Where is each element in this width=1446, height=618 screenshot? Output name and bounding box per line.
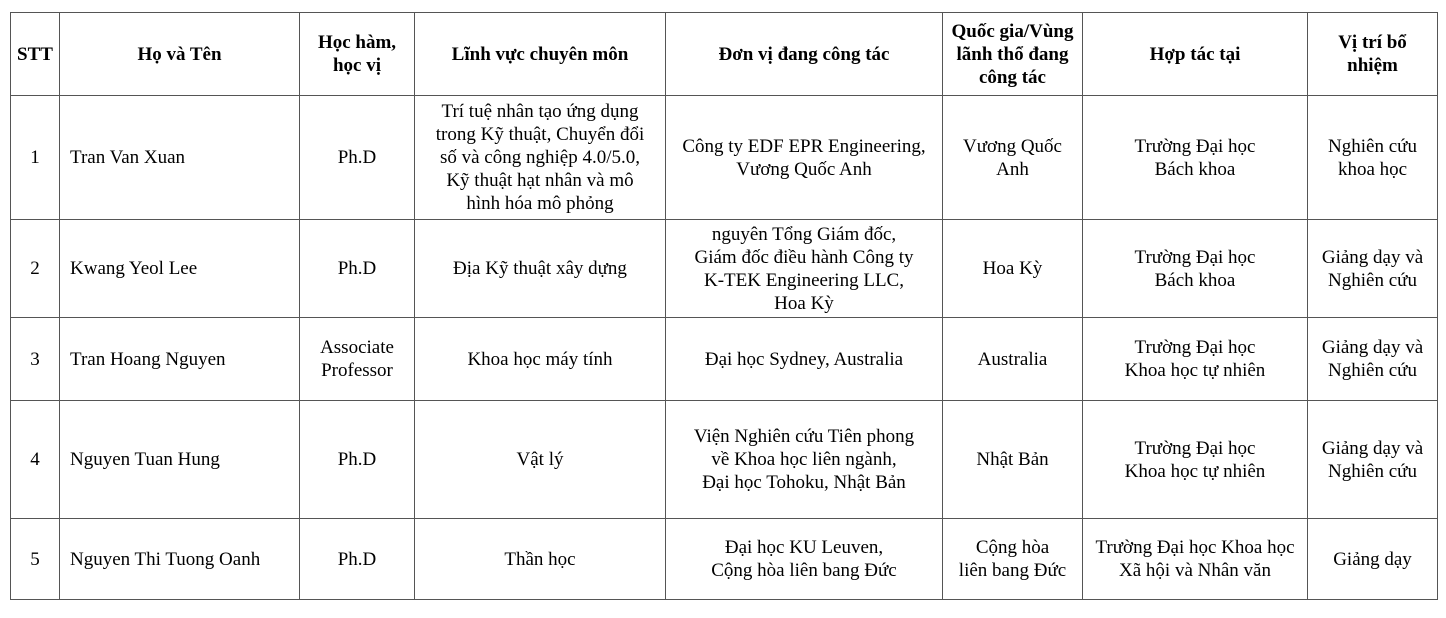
header-cooperation: Hợp tác tại [1083, 13, 1308, 96]
cell-name: Tran Hoang Nguyen [60, 318, 300, 401]
cell-degree: Ph.D [300, 519, 415, 600]
cell-cooperation: Trường Đại học Bách khoa [1083, 96, 1308, 220]
cell-unit: Đại học Sydney, Australia [666, 318, 943, 401]
cell-unit: Công ty EDF EPR Engineering, Vương Quốc Anh [666, 96, 943, 220]
cell-field: Vật lý [415, 401, 666, 519]
cell-field: Khoa học máy tính [415, 318, 666, 401]
header-name: Họ và Tên [60, 13, 300, 96]
cell-cooperation: Trường Đại học Khoa học Xã hội và Nhân văn [1083, 519, 1308, 600]
cell-field: Thần học [415, 519, 666, 600]
cell-country: Cộng hòa liên bang Đức [943, 519, 1083, 600]
cell-name: Nguyen Tuan Hung [60, 401, 300, 519]
header-degree: Học hàm, học vị [300, 13, 415, 96]
cell-degree: Associate Professor [300, 318, 415, 401]
cell-position: Giảng dạy [1308, 519, 1438, 600]
cell-country: Australia [943, 318, 1083, 401]
cell-field: Trí tuệ nhân tạo ứng dụng trong Kỹ thuật, Chuyển đổi số và công nghiệp 4.0/5.0, Kỹ thuật hạt nhân và mô hình hóa mô phỏng [415, 96, 666, 220]
cell-name: Nguyen Thi Tuong Oanh [60, 519, 300, 600]
cell-degree: Ph.D [300, 401, 415, 519]
cell-stt: 5 [11, 519, 60, 600]
table-row [11, 220, 1438, 318]
header-position: Vị trí bổ nhiệm [1308, 13, 1438, 96]
cell-degree: Ph.D [300, 96, 415, 220]
header-stt: STT [11, 13, 60, 96]
table-row [11, 519, 1438, 600]
cell-country: Hoa Kỳ [943, 220, 1083, 318]
cell-unit: nguyên Tổng Giám đốc, Giám đốc điều hành Công ty K-TEK Engineering LLC, Hoa Kỳ [666, 220, 943, 318]
cell-name: Kwang Yeol Lee [60, 220, 300, 318]
cell-unit: Đại học KU Leuven, Cộng hòa liên bang Đức [666, 519, 943, 600]
experts-table [10, 12, 1438, 600]
table-row [11, 401, 1438, 519]
header-row [11, 13, 1438, 96]
header-unit: Đơn vị đang công tác [666, 13, 943, 96]
cell-stt: 2 [11, 220, 60, 318]
cell-country: Nhật Bản [943, 401, 1083, 519]
cell-unit: Viện Nghiên cứu Tiên phong về Khoa học liên ngành, Đại học Tohoku, Nhật Bản [666, 401, 943, 519]
cell-country: Vương Quốc Anh [943, 96, 1083, 220]
cell-stt: 3 [11, 318, 60, 401]
cell-cooperation: Trường Đại học Bách khoa [1083, 220, 1308, 318]
cell-name: Tran Van Xuan [60, 96, 300, 220]
cell-position: Nghiên cứu khoa học [1308, 96, 1438, 220]
cell-position: Giảng dạy và Nghiên cứu [1308, 220, 1438, 318]
table-row [11, 96, 1438, 220]
header-country: Quốc gia/Vùng lãnh thổ đang công tác [943, 13, 1083, 96]
cell-position: Giảng dạy và Nghiên cứu [1308, 401, 1438, 519]
table-row [11, 318, 1438, 401]
header-field: Lĩnh vực chuyên môn [415, 13, 666, 96]
cell-stt: 1 [11, 96, 60, 220]
cell-field: Địa Kỹ thuật xây dựng [415, 220, 666, 318]
cell-position: Giảng dạy và Nghiên cứu [1308, 318, 1438, 401]
cell-degree: Ph.D [300, 220, 415, 318]
cell-stt: 4 [11, 401, 60, 519]
cell-cooperation: Trường Đại học Khoa học tự nhiên [1083, 318, 1308, 401]
cell-cooperation: Trường Đại học Khoa học tự nhiên [1083, 401, 1308, 519]
